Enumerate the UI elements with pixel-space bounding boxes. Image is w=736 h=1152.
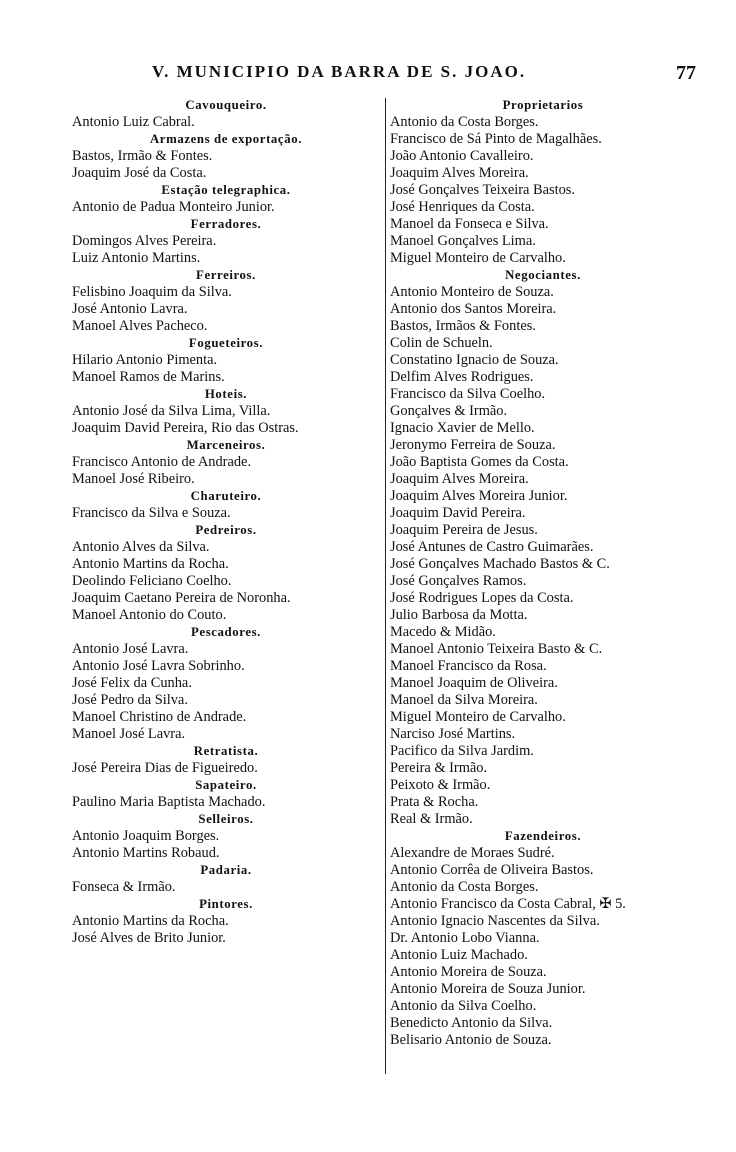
directory-entry: Bastos, Irmãos & Fontes.: [390, 318, 536, 334]
directory-entry: Joaquim José da Costa.: [72, 165, 207, 181]
directory-entry: Manoel Christino de Andrade.: [72, 709, 247, 725]
directory-entry: Narciso José Martins.: [390, 726, 516, 742]
section-title: Proprietarios: [502, 98, 584, 112]
directory-section: [388, 267, 698, 828]
directory-entry: Manoel Antonio do Couto.: [72, 607, 227, 623]
directory-entry: Antonio Martins da Rocha.: [72, 556, 229, 572]
directory-section: [70, 182, 382, 216]
directory-entry: Deolindo Feliciano Coelho.: [72, 573, 232, 589]
directory-entry: Antonio Joaquim Borges.: [72, 828, 220, 844]
directory-entry: Colin de Schueln.: [390, 335, 493, 351]
directory-entry: Alexandre de Moraes Sudré.: [390, 845, 555, 861]
directory-entry: Antonio da Costa Borges.: [390, 879, 539, 895]
directory-entry: José Felix da Cunha.: [72, 675, 192, 691]
section-title: Pescadores.: [191, 625, 261, 639]
directory-entry: Hilario Antonio Pimenta.: [72, 352, 218, 368]
directory-entry: Pacifico da Silva Jardim.: [390, 743, 534, 759]
section-title: Ferradores.: [190, 217, 262, 231]
directory-entry: Antonio Luiz Machado.: [390, 947, 528, 963]
section-title: Ferreiros.: [196, 268, 256, 282]
directory-entry: Manoel Francisco da Rosa.: [390, 658, 547, 674]
directory-entry: José Gonçalves Ramos.: [390, 573, 527, 589]
directory-entry: Antonio de Padua Monteiro Junior.: [72, 199, 275, 215]
directory-entry: Constatino Ignacio de Souza.: [390, 352, 559, 368]
directory-entry: Francisco da Silva Coelho.: [390, 386, 546, 402]
directory-entry: Felisbino Joaquim da Silva.: [72, 284, 232, 300]
section-title: Sapateiro.: [195, 778, 257, 792]
directory-section: [70, 267, 382, 335]
directory-section: [70, 743, 382, 777]
directory-entry: Antonio Moreira de Souza Junior.: [390, 981, 586, 997]
right-column: [388, 97, 698, 1049]
directory-entry: José Antunes de Castro Guimarães.: [390, 539, 594, 555]
directory-entry: Miguel Monteiro de Carvalho.: [390, 250, 566, 266]
directory-section: [70, 488, 382, 522]
directory-section: [70, 335, 382, 386]
directory-section: [70, 97, 382, 131]
directory-entry: Bastos, Irmão & Fontes.: [72, 148, 213, 164]
directory-entry: Joaquim Alves Moreira.: [390, 165, 529, 181]
page-header: [0, 62, 736, 90]
directory-entry: Antonio Monteiro de Souza.: [390, 284, 554, 300]
directory-section: [70, 862, 382, 896]
directory-entry: Antonio José Lavra.: [72, 641, 189, 657]
directory-entry: Joaquim Alves Moreira.: [390, 471, 529, 487]
directory-entry: Antonio Francisco da Costa Cabral, ✠ 5.: [390, 896, 626, 912]
directory-entry: Manoel da Silva Moreira.: [390, 692, 538, 708]
directory-entry: João Antonio Cavalleiro.: [390, 148, 534, 164]
directory-entry: Antonio José Lavra Sobrinho.: [72, 658, 245, 674]
section-title: Pintores.: [199, 897, 253, 911]
directory-entry: Gonçalves & Irmão.: [390, 403, 508, 419]
directory-entry: José Gonçalves Machado Bastos & C.: [390, 556, 610, 572]
section-title: Fogueteiros.: [188, 336, 264, 350]
directory-entry: Antonio Ignacio Nascentes da Silva.: [390, 913, 600, 929]
directory-entry: Manoel Alves Pacheco.: [72, 318, 208, 334]
directory-entry: José Gonçalves Teixeira Bastos.: [390, 182, 575, 198]
directory-entry: Dr. Antonio Lobo Vianna.: [390, 930, 540, 946]
directory-section: [70, 624, 382, 743]
section-title: Padaria.: [200, 863, 252, 877]
page-number: 77: [676, 62, 696, 84]
directory-entry: Manoel Ramos de Marins.: [72, 369, 225, 385]
directory-section: [388, 828, 698, 1049]
directory-entry: Joaquim David Pereira, Rio das Ostras.: [72, 420, 299, 436]
directory-section: [70, 811, 382, 862]
directory-section: [388, 97, 698, 267]
directory-entry: José Alves de Brito Junior.: [72, 930, 226, 946]
directory-entry: Manoel Gonçalves Lima.: [390, 233, 536, 249]
directory-entry: Joaquim Pereira de Jesus.: [390, 522, 538, 538]
directory-entry: Francisco da Silva e Souza.: [72, 505, 231, 521]
directory-entry: Antonio Martins Robaud.: [72, 845, 220, 861]
directory-entry: Julio Barbosa da Motta.: [390, 607, 528, 623]
directory-entry: Real & Irmão.: [390, 811, 473, 827]
directory-entry: Miguel Monteiro de Carvalho.: [390, 709, 566, 725]
directory-entry: Francisco de Sá Pinto de Magalhães.: [390, 131, 602, 147]
directory-entry: José Antonio Lavra.: [72, 301, 188, 317]
directory-entry: José Pedro da Silva.: [72, 692, 188, 708]
directory-entry: José Henriques da Costa.: [390, 199, 535, 215]
column-divider: [385, 98, 386, 1074]
directory-entry: Pereira & Irmão.: [390, 760, 488, 776]
directory-entry: Manoel Antonio Teixeira Basto & C.: [390, 641, 603, 657]
section-title: Retratista.: [193, 744, 259, 758]
directory-entry: Delfim Alves Rodrigues.: [390, 369, 534, 385]
directory-section: [70, 777, 382, 811]
directory-section: [70, 131, 382, 182]
directory-entry: Antonio Corrêa de Oliveira Bastos.: [390, 862, 594, 878]
directory-entry: Manoel Joaquim de Oliveira.: [390, 675, 558, 691]
directory-section: [70, 437, 382, 488]
directory-entry: Belisario Antonio de Souza.: [390, 1032, 552, 1048]
page-title: V. MUNICIPIO DA BARRA DE S. JOAO.: [152, 62, 527, 81]
directory-entry: Antonio da Costa Borges.: [390, 114, 539, 130]
directory-entry: Fonseca & Irmão.: [72, 879, 176, 895]
directory-entry: Prata & Rocha.: [390, 794, 479, 810]
section-title: Charuteiro.: [190, 489, 262, 503]
directory-entry: Paulino Maria Baptista Machado.: [72, 794, 266, 810]
directory-section: [70, 896, 382, 947]
section-title: Fazendeiros.: [504, 829, 582, 843]
section-title: Selleiros.: [198, 812, 254, 826]
section-title: Cavouqueiro.: [185, 98, 267, 112]
directory-entry: Peixoto & Irmão.: [390, 777, 491, 793]
directory-entry: Jeronymo Ferreira de Souza.: [390, 437, 556, 453]
directory-entry: Manoel José Ribeiro.: [72, 471, 195, 487]
directory-entry: Francisco Antonio de Andrade.: [72, 454, 252, 470]
directory-entry: Benedicto Antonio da Silva.: [390, 1015, 553, 1031]
directory-entry: Manoel da Fonseca e Silva.: [390, 216, 549, 232]
directory-entry: Antonio Martins da Rocha.: [72, 913, 229, 929]
directory-entry: Domingos Alves Pereira.: [72, 233, 217, 249]
directory-entry: Ignacio Xavier de Mello.: [390, 420, 535, 436]
directory-section: [70, 522, 382, 624]
section-title: Estação telegraphica.: [161, 183, 291, 197]
directory-entry: Antonio dos Santos Moreira.: [390, 301, 557, 317]
section-title: Hoteis.: [204, 387, 248, 401]
directory-entry: Antonio Alves da Silva.: [72, 539, 210, 555]
directory-entry: Antonio Luiz Cabral.: [72, 114, 195, 130]
section-title: Armazens de exportação.: [149, 132, 303, 146]
directory-entry: Antonio da Silva Coelho.: [390, 998, 537, 1014]
directory-entry: João Baptista Gomes da Costa.: [390, 454, 569, 470]
directory-entry: Manoel José Lavra.: [72, 726, 186, 742]
directory-entry: Antonio Moreira de Souza.: [390, 964, 547, 980]
left-column: [70, 97, 382, 947]
directory-entry: José Pereira Dias de Figueiredo.: [72, 760, 258, 776]
section-title: Negociantes.: [505, 268, 581, 282]
directory-section: [70, 216, 382, 267]
section-title: Pedreiros.: [195, 523, 257, 537]
directory-entry: Macedo & Midão.: [390, 624, 496, 640]
directory-entry: Luiz Antonio Martins.: [72, 250, 201, 266]
directory-section: [70, 386, 382, 437]
section-title: Marceneiros.: [186, 438, 266, 452]
directory-entry: Joaquim Alves Moreira Junior.: [390, 488, 568, 504]
directory-entry: Joaquim David Pereira.: [390, 505, 526, 521]
directory-entry: José Rodrigues Lopes da Costa.: [390, 590, 574, 606]
directory-entry: Antonio José da Silva Lima, Villa.: [72, 403, 271, 419]
directory-entry: Joaquim Caetano Pereira de Noronha.: [72, 590, 291, 606]
